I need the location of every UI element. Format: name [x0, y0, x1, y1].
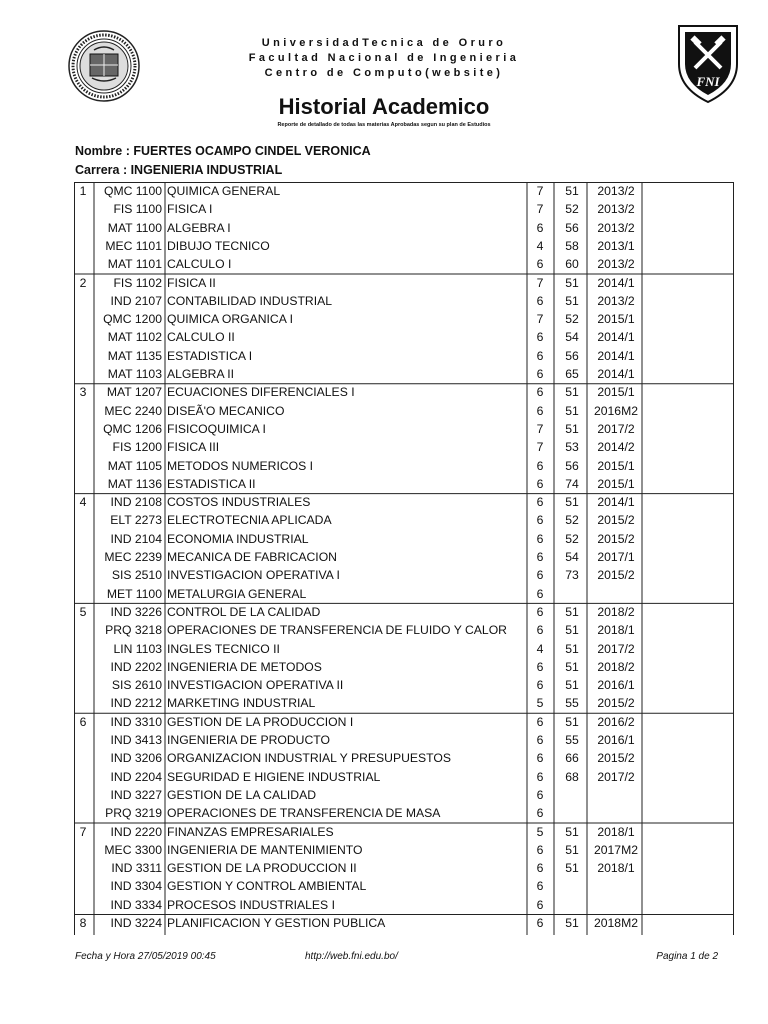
credits-cell: 6	[536, 330, 544, 345]
course-code-cell: IND 3310	[110, 714, 162, 729]
term-cell: 2017/2	[597, 769, 635, 784]
grade-cell: 52	[565, 531, 579, 546]
grade-cell: 68	[565, 769, 579, 784]
grade-cell: 51	[565, 385, 579, 400]
table-row	[74, 694, 734, 712]
credits-cell: 4	[536, 641, 544, 656]
course-code-cell: SIS 2510	[111, 568, 162, 583]
credits-cell: 6	[536, 714, 544, 729]
grade-cell: 51	[565, 275, 579, 290]
course-code-cell: IND 2204	[110, 769, 162, 784]
term-cell: 2018M2	[593, 916, 639, 930]
course-code-cell: IND 2107	[110, 293, 162, 308]
grade-cell: 51	[565, 604, 579, 619]
course-code-cell: IND 2212	[110, 696, 162, 711]
grade-cell: 52	[565, 202, 579, 217]
course-name-cell: ALGEBRA I	[167, 220, 231, 235]
table-row	[74, 200, 734, 218]
grade-cell: 53	[565, 440, 579, 455]
course-code-cell: IND 3227	[110, 787, 162, 802]
term-cell: 2014/1	[597, 275, 635, 290]
credits-cell: 6	[536, 531, 544, 546]
credits-cell: 6	[536, 897, 544, 912]
term-cell: 2016M2	[593, 403, 639, 418]
table-row	[74, 237, 734, 255]
term-cell: 2016/1	[597, 733, 635, 747]
course-name-cell: PROCESOS INDUSTRIALES I	[167, 897, 335, 912]
credits-cell: 6	[536, 733, 544, 747]
table-row	[74, 621, 734, 639]
grade-cell: 51	[565, 916, 579, 930]
course-code-cell: IND 3304	[110, 879, 162, 894]
credits-cell: 6	[536, 678, 544, 693]
grade-cell: 65	[565, 367, 579, 381]
credits-cell: 7	[536, 421, 544, 436]
course-code-cell: IND 3413	[110, 733, 162, 747]
table-row	[74, 877, 734, 895]
course-code-cell: FIS 1102	[113, 275, 162, 290]
table-row	[74, 365, 734, 383]
semester-cell: 6	[79, 714, 87, 729]
course-code-cell: MEC 3300	[104, 842, 162, 857]
course-name-cell: ESTADISTICA II	[167, 476, 256, 491]
course-code-cell: MAT 1105	[107, 458, 162, 473]
semester-cell: 5	[79, 604, 87, 619]
course-code-cell: MAT 1101	[107, 257, 162, 272]
table-row	[74, 731, 734, 749]
table-row	[74, 493, 734, 511]
course-code-cell: IND 2220	[110, 824, 162, 839]
table-row	[74, 566, 734, 584]
grade-cell: 51	[565, 184, 579, 198]
course-name-cell: OPERACIONES DE TRANSFERENCIA DE FLUIDO Y CALOR	[167, 623, 507, 638]
credits-cell: 7	[536, 275, 544, 290]
university-name: UniversidadTecnica de Oruro	[261, 37, 507, 49]
course-name-cell: DISEÃ'O MECANICO	[167, 403, 285, 418]
credits-cell: 6	[536, 623, 544, 638]
term-cell: 2015/2	[597, 568, 635, 583]
term-cell: 2015/1	[597, 458, 635, 473]
course-name-cell: FISICA II	[167, 275, 216, 290]
credits-cell: 5	[536, 696, 544, 711]
course-name-cell: MECANICA DE FABRICACION	[167, 550, 337, 564]
grade-cell: 58	[565, 238, 579, 253]
course-code-cell: MAT 1207	[106, 385, 162, 400]
course-code-cell: MET 1100	[106, 586, 162, 601]
table-row	[74, 420, 734, 438]
credits-cell: 4	[536, 238, 544, 253]
table-row	[74, 182, 734, 200]
table-row	[74, 713, 734, 731]
semester-cell: 8	[79, 916, 87, 930]
term-cell: 2018/1	[597, 824, 635, 839]
table-row	[74, 475, 734, 493]
credits-cell: 7	[536, 312, 544, 327]
term-cell: 2013/2	[597, 220, 635, 235]
credits-cell: 6	[536, 586, 544, 601]
credits-cell: 6	[536, 916, 544, 930]
credits-cell: 6	[536, 806, 544, 821]
credits-cell: 6	[536, 476, 544, 491]
grade-cell: 73	[565, 568, 579, 583]
course-code-cell: PRQ 3219	[105, 806, 162, 821]
term-cell: 2013/2	[597, 184, 635, 198]
table-row	[74, 438, 734, 456]
course-name-cell: FISICA I	[167, 202, 213, 217]
grade-cell: 51	[565, 659, 579, 674]
term-cell: 2014/1	[597, 367, 635, 381]
fni-logo-text: FNI	[696, 74, 720, 89]
course-code-cell: IND 3206	[110, 751, 162, 766]
table-row	[74, 804, 734, 822]
credits-cell: 6	[536, 550, 544, 564]
credits-cell: 6	[536, 751, 544, 766]
table-row	[74, 841, 734, 859]
grade-cell: 51	[565, 403, 579, 418]
table-row	[74, 219, 734, 237]
credits-cell: 5	[536, 824, 544, 839]
course-code-cell: MAT 1102	[107, 330, 162, 345]
course-name-cell: ALGEBRA II	[167, 367, 235, 381]
grade-cell: 54	[565, 550, 579, 564]
course-code-cell: IND 3226	[110, 604, 162, 619]
term-cell: 2015/2	[597, 531, 635, 546]
course-name-cell: GESTION DE LA PRODUCCION I	[167, 714, 354, 729]
term-cell: 2018/1	[597, 623, 635, 638]
course-code-cell: IND 2202	[110, 659, 162, 674]
table-row	[74, 749, 734, 767]
course-name-cell: METALURGIA GENERAL	[167, 586, 307, 601]
footer-url[interactable]: http://web.fni.edu.bo/	[305, 951, 398, 962]
page-title: Historial Academico	[278, 94, 490, 119]
credits-cell: 6	[536, 348, 544, 363]
credits-cell: 6	[536, 879, 544, 894]
course-name-cell: ECONOMIA INDUSTRIAL	[167, 531, 309, 546]
credits-cell: 6	[536, 257, 544, 272]
credits-cell: 6	[536, 842, 544, 857]
table-row	[74, 457, 734, 475]
credits-cell: 7	[536, 202, 544, 217]
term-cell: 2014/1	[597, 495, 635, 510]
table-row	[74, 548, 734, 566]
course-code-cell: QMC 1206	[103, 421, 162, 436]
table-row	[74, 896, 734, 914]
grade-cell: 55	[565, 733, 579, 747]
course-name-cell: ESTADISTICA I	[167, 348, 253, 363]
term-cell: 2017/2	[597, 421, 635, 436]
table-row	[74, 640, 734, 658]
course-name-cell: FISICA III	[167, 440, 220, 455]
semester-cell: 2	[79, 275, 87, 290]
credits-cell: 6	[536, 403, 544, 418]
grade-cell: 51	[565, 623, 579, 638]
table-row	[74, 310, 734, 328]
term-cell: 2017/1	[597, 550, 635, 564]
credits-cell: 6	[536, 604, 544, 619]
student-name: Nombre : FUERTES OCAMPO CINDEL VERONICA	[75, 144, 371, 158]
term-cell: 2014/1	[597, 348, 635, 363]
course-name-cell: ORGANIZACION INDUSTRIAL Y PRESUPUESTOS	[167, 751, 451, 766]
semester-cell: 7	[79, 824, 87, 839]
fni-shield-logo	[675, 20, 741, 104]
grade-cell: 51	[565, 421, 579, 436]
course-name-cell: ECUACIONES DIFERENCIALES I	[167, 385, 355, 400]
grade-cell: 51	[565, 678, 579, 693]
course-name-cell: CALCULO I	[167, 257, 232, 272]
course-code-cell: MAT 1135	[107, 348, 162, 363]
grade-cell: 56	[565, 220, 579, 235]
course-code-cell: FIS 1200	[112, 440, 162, 455]
table-row	[74, 786, 734, 804]
course-code-cell: MEC 2239	[104, 550, 162, 564]
term-cell: 2015/1	[597, 476, 635, 491]
credits-cell: 6	[536, 220, 544, 235]
course-name-cell: INGLES TECNICO II	[167, 641, 280, 656]
grade-cell: 51	[565, 842, 579, 857]
course-code-cell: MAT 1103	[107, 367, 162, 381]
credits-cell: 7	[536, 184, 544, 198]
course-name-cell: MARKETING INDUSTRIAL	[167, 696, 316, 711]
grade-cell: 54	[565, 330, 579, 345]
faculty-name: Facultad Nacional de Ingenieria	[248, 52, 520, 64]
term-cell: 2018/2	[597, 659, 635, 674]
credits-cell: 6	[536, 787, 544, 802]
term-cell: 2013/2	[597, 202, 635, 217]
credits-cell: 6	[536, 568, 544, 583]
credits-cell: 6	[536, 495, 544, 510]
course-code-cell: PRQ 3218	[105, 623, 162, 638]
credits-cell: 6	[536, 458, 544, 473]
course-code-cell: SIS 2610	[111, 678, 162, 693]
course-code-cell: FIS 1100	[113, 202, 162, 217]
term-cell: 2014/1	[597, 330, 635, 345]
table-row	[74, 603, 734, 621]
term-cell: 2017/2	[597, 641, 635, 656]
table-row	[74, 859, 734, 877]
course-code-cell: IND 3224	[110, 916, 162, 930]
grade-cell: 56	[565, 348, 579, 363]
page-subtitle: Reporte de detallado de todas las materias Aprobadas segun su plan de Estudios	[277, 122, 491, 128]
grades-table	[74, 182, 734, 935]
term-cell: 2015/2	[597, 751, 635, 766]
table-row	[74, 255, 734, 273]
credits-cell: 6	[536, 367, 544, 381]
table-row	[74, 658, 734, 676]
credits-cell: 7	[536, 440, 544, 455]
course-name-cell: GESTION Y CONTROL AMBIENTAL	[167, 879, 367, 894]
credits-cell: 6	[536, 385, 544, 400]
term-cell: 2015/1	[597, 385, 635, 400]
course-code-cell: MAT 1100	[107, 220, 162, 235]
course-name-cell: INVESTIGACION OPERATIVA I	[167, 568, 340, 583]
table-row	[74, 328, 734, 346]
course-code-cell: IND 3334	[110, 897, 162, 912]
grade-cell: 51	[565, 293, 579, 308]
course-name-cell: INGENIERIA DE MANTENIMIENTO	[167, 842, 363, 857]
grade-cell: 51	[565, 824, 579, 839]
credits-cell: 6	[536, 513, 544, 528]
term-cell: 2016/2	[597, 714, 635, 729]
table-row	[74, 347, 734, 365]
grade-cell: 51	[565, 714, 579, 729]
table-row	[74, 530, 734, 548]
course-name-cell: CONTROL DE LA CALIDAD	[167, 604, 321, 619]
grade-cell: 60	[565, 257, 579, 272]
course-code-cell: MEC 1101	[105, 238, 162, 253]
table-row	[74, 383, 734, 401]
course-name-cell: GESTION DE LA CALIDAD	[167, 787, 316, 802]
term-cell: 2014/2	[597, 440, 635, 455]
term-cell: 2017M2	[593, 842, 639, 857]
course-code-cell: QMC 1200	[103, 312, 162, 327]
grade-cell: 52	[565, 312, 579, 327]
course-name-cell: INGENIERIA DE METODOS	[167, 659, 322, 674]
semester-cell: 3	[79, 385, 87, 400]
course-code-cell: IND 3311	[111, 861, 162, 876]
term-cell: 2013/2	[597, 257, 635, 272]
table-row	[74, 511, 734, 529]
footer-datetime: Fecha y Hora 27/05/2019 00:45	[75, 951, 216, 962]
course-code-cell: QMC 1100	[103, 184, 162, 198]
semester-cell: 4	[79, 495, 87, 510]
term-cell: 2018/1	[597, 861, 635, 876]
table-row	[74, 292, 734, 310]
center-name: Centro de Computo(website)	[264, 67, 504, 79]
grade-cell: 66	[565, 751, 579, 766]
table-row	[74, 823, 734, 841]
course-name-cell: ELECTROTECNIA APLICADA	[167, 513, 332, 528]
course-name-cell: QUIMICA ORGANICA I	[167, 312, 293, 327]
course-code-cell: ELT 2273	[110, 513, 162, 528]
grade-cell: 51	[565, 861, 579, 876]
course-code-cell: MAT 1136	[107, 476, 162, 491]
course-name-cell: PLANIFICACION Y GESTION PUBLICA	[167, 916, 386, 930]
course-name-cell: COSTOS INDUSTRIALES	[167, 495, 311, 510]
course-code-cell: MEC 2240	[104, 403, 162, 418]
term-cell: 2013/2	[597, 293, 635, 308]
semester-cell: 1	[79, 184, 87, 198]
course-code-cell: IND 2104	[110, 531, 162, 546]
course-name-cell: INGENIERIA DE PRODUCTO	[167, 733, 330, 747]
grade-cell: 52	[565, 513, 579, 528]
term-cell: 2016/1	[597, 678, 635, 693]
course-name-cell: GESTION DE LA PRODUCCION II	[167, 861, 357, 876]
term-cell: 2015/2	[597, 696, 635, 711]
student-career: Carrera : INGENIERIA INDUSTRIAL	[75, 163, 283, 177]
course-name-cell: INVESTIGACION OPERATIVA II	[167, 678, 344, 693]
course-name-cell: CONTABILIDAD INDUSTRIAL	[167, 293, 333, 308]
footer-page-number: Pagina 1 de 2	[656, 951, 718, 962]
grade-cell: 51	[565, 495, 579, 510]
table-row	[74, 402, 734, 420]
term-cell: 2015/2	[597, 513, 635, 528]
term-cell: 2013/1	[597, 238, 635, 253]
course-name-cell: FINANZAS EMPRESARIALES	[167, 824, 334, 839]
course-name-cell: METODOS NUMERICOS I	[167, 458, 314, 473]
table-row	[74, 274, 734, 292]
table-row	[74, 768, 734, 786]
term-cell: 2015/1	[597, 312, 635, 327]
table-row	[74, 585, 734, 603]
grade-cell: 74	[565, 476, 579, 491]
course-name-cell: SEGURIDAD E HIGIENE INDUSTRIAL	[167, 769, 381, 784]
course-name-cell: QUIMICA GENERAL	[167, 184, 281, 198]
credits-cell: 6	[536, 861, 544, 876]
grade-cell: 56	[565, 458, 579, 473]
credits-cell: 6	[536, 769, 544, 784]
course-code-cell: LIN 1103	[113, 641, 162, 656]
grade-cell: 55	[565, 696, 579, 711]
grade-cell: 51	[565, 641, 579, 656]
course-name-cell: DIBUJO TECNICO	[167, 238, 270, 253]
term-cell: 2018/2	[597, 604, 635, 619]
course-name-cell: FISICOQUIMICA I	[167, 421, 266, 436]
course-name-cell: CALCULO II	[167, 330, 235, 345]
credits-cell: 6	[536, 659, 544, 674]
course-code-cell: IND 2108	[110, 495, 162, 510]
credits-cell: 6	[536, 293, 544, 308]
table-row	[74, 676, 734, 694]
course-name-cell: OPERACIONES DE TRANSFERENCIA DE MASA	[167, 806, 441, 821]
table-row	[74, 914, 734, 932]
